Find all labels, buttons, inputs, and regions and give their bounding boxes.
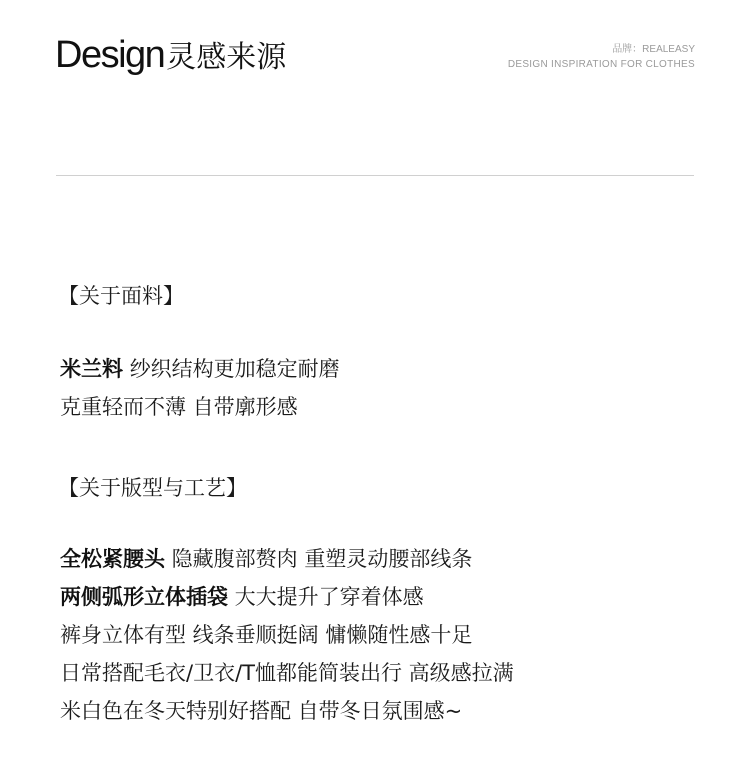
craft-line-text: 大大提升了穿着体感 xyxy=(228,585,424,609)
craft-description xyxy=(60,540,514,730)
page-title xyxy=(55,32,286,77)
craft-line-text: 裤身立体有型 线条垂顺挺阔 慵懒随性感十足 xyxy=(60,623,473,647)
fabric-line xyxy=(60,350,340,388)
craft-line xyxy=(60,578,514,616)
fabric-line-text: 纱织结构更加稳定耐磨 xyxy=(129,357,340,381)
section-heading-fabric: 【关于面料】 xyxy=(58,284,184,308)
craft-line xyxy=(60,692,514,730)
fabric-description xyxy=(60,350,340,426)
craft-line-text: 隐藏腹部赘肉 重塑灵动腰部线条 xyxy=(165,547,473,571)
brand-label: 品牌：REALEASY xyxy=(612,44,695,55)
brand-info xyxy=(508,42,695,72)
title-english: Design xyxy=(55,34,165,76)
craft-line xyxy=(60,540,514,578)
craft-line-highlight: 全松紧腰头 xyxy=(60,547,165,571)
section-heading-craft: 【关于版型与工艺】 xyxy=(58,476,247,500)
divider xyxy=(56,175,694,176)
brand-subtitle: DESIGN INSPIRATION FOR CLOTHES xyxy=(507,59,695,70)
fabric-line-text: 克重轻而不薄 自带廓形感 xyxy=(60,395,298,419)
craft-line xyxy=(60,654,514,692)
craft-line-text: 日常搭配毛衣/卫衣/T恤都能简装出行 高级感拉满 xyxy=(60,661,514,685)
craft-line xyxy=(60,616,514,654)
fabric-line xyxy=(60,388,340,426)
header xyxy=(55,32,695,82)
fabric-line-highlight: 米兰料 xyxy=(60,357,123,381)
craft-line-text: 米白色在冬天特别好搭配 自带冬日氛围感~ xyxy=(60,699,463,723)
title-chinese: 灵感来源 xyxy=(166,40,287,75)
craft-line-highlight: 两侧弧形立体插袋 xyxy=(60,585,228,609)
